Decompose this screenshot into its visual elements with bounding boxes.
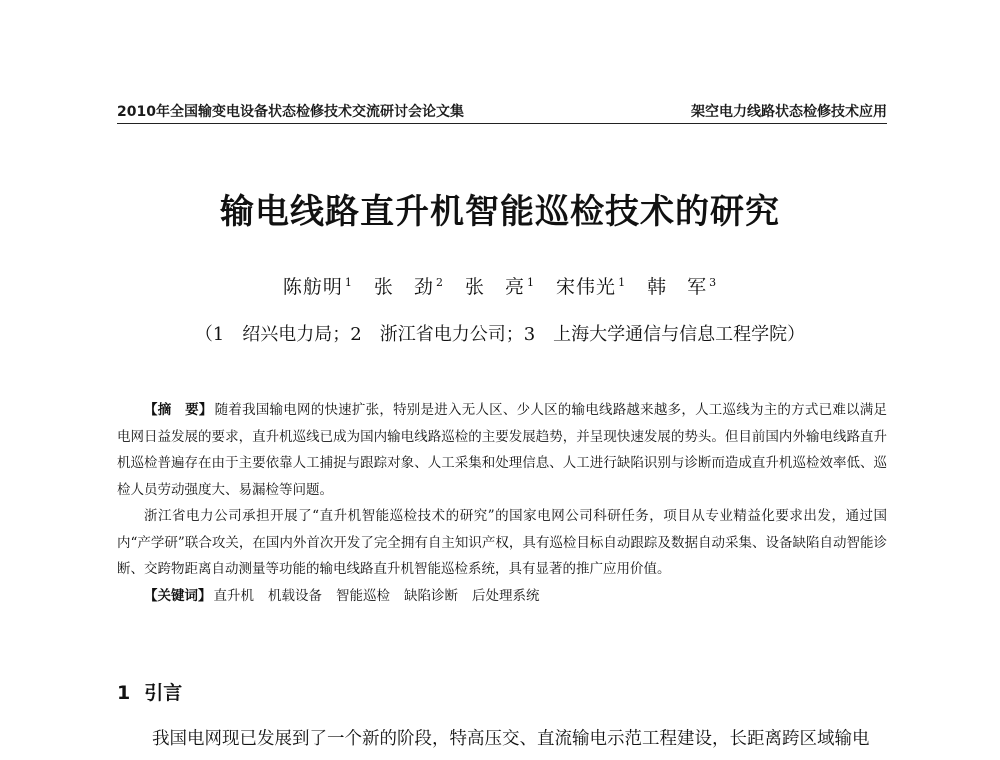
author-name: 陈舫明 bbox=[282, 276, 343, 298]
author-name: 宋伟光 bbox=[556, 276, 617, 298]
keyword: 缺陷诊断 bbox=[404, 587, 458, 604]
author bbox=[374, 276, 444, 298]
author-affiliation-mark: 1 bbox=[618, 275, 627, 289]
author-list bbox=[0, 272, 1000, 299]
author-affiliation-mark: 1 bbox=[344, 275, 353, 289]
affiliations: （1 绍兴电力局；2 浙江省电力公司；3 上海大学通信与信息工程学院） bbox=[194, 324, 806, 345]
abstract-paragraph-2: 浙江省电力公司承担开展了“直升机智能巡检技术的研究”的国家电网公司科研任务，项目从专业精益化要求出发，通过国内“产学研”联合攻关，在国内外首次开发了完全拥有自主知识产权，具有巡检目标自动跟踪及数据自动采集、设备缺陷自动智能诊断、交跨物距离自动测量等功能的输电线路直升机智能巡检系统，具有显著的推广应用价值。 bbox=[117, 508, 887, 577]
abstract-label: 【摘 要】 bbox=[144, 402, 213, 418]
author-name: 韩 军 bbox=[647, 276, 708, 298]
abstract-text-1: 随着我国输电网的快速扩张，特别是进入无人区、少人区的输电线路越来越多，人工巡线为主的方式已难以满足电网日益发展的要求，直升机巡线已成为国内输电线路巡检的主要发展趋势，并呈现快速发展的势头。但目前国内外输电线路直升机巡检普遍存在由于主要依靠人工捕捉与跟踪对象、人工采集和处理信息、人工进行缺陷识别与诊断而造成直升机巡检效率低、巡检人员劳动强度大、易漏检等问题。 bbox=[117, 402, 888, 498]
keywords-label: 【关键词】 bbox=[144, 587, 212, 604]
author bbox=[465, 276, 535, 298]
keyword: 直升机 bbox=[213, 587, 254, 604]
running-header-left: 2010年全国输变电设备状态检修技术交流研讨会论文集 bbox=[117, 104, 464, 120]
paper-title: 输电线路直升机智能巡检技术的研究 bbox=[220, 192, 780, 232]
keywords bbox=[117, 583, 887, 610]
keyword: 智能巡检 bbox=[336, 587, 390, 604]
keyword: 机载设备 bbox=[268, 587, 322, 604]
author bbox=[647, 276, 717, 298]
running-header bbox=[117, 101, 887, 124]
author-name: 张 亮 bbox=[464, 276, 525, 298]
section-number: 1 bbox=[117, 682, 131, 704]
section-title: 引言 bbox=[144, 682, 183, 704]
author bbox=[283, 276, 353, 298]
author-affiliation-mark: 3 bbox=[709, 275, 718, 289]
section-heading bbox=[117, 678, 182, 705]
abstract bbox=[117, 397, 887, 609]
keyword: 后处理系统 bbox=[472, 587, 540, 604]
intro-paragraph: 我国电网现已发展到了一个新的阶段，特高压交、直流输电示范工程建设，长距离跨区域输电 bbox=[152, 729, 870, 749]
author bbox=[556, 276, 626, 298]
author-affiliation-mark: 2 bbox=[435, 275, 444, 289]
running-header-right: 架空电力线路状态检修技术应用 bbox=[691, 104, 887, 120]
abstract-paragraph-1 bbox=[117, 397, 887, 503]
author-name: 张 劲 bbox=[373, 276, 434, 298]
author-affiliation-mark: 1 bbox=[527, 275, 535, 289]
